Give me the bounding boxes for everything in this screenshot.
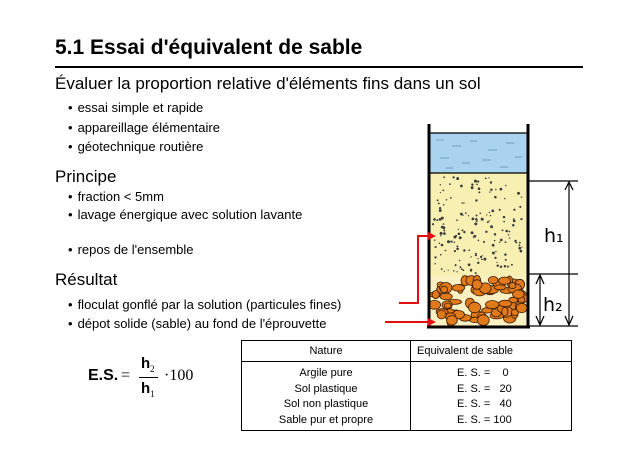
fine-particle — [485, 231, 487, 233]
fine-particle — [489, 220, 490, 221]
sand-grain — [440, 293, 452, 300]
fine-particle — [475, 199, 477, 201]
fine-particle — [450, 197, 452, 199]
fine-particle — [460, 213, 463, 216]
fine-particle — [513, 209, 515, 211]
fine-particle — [433, 218, 436, 221]
sand-grain — [499, 277, 511, 284]
sand-grain — [509, 283, 516, 289]
fine-particle — [505, 259, 507, 261]
fine-particle — [443, 223, 445, 225]
fine-particle — [460, 185, 463, 188]
fine-particle — [459, 236, 462, 239]
fine-particle — [459, 260, 460, 261]
fine-particle — [456, 177, 459, 180]
fine-particle — [456, 248, 459, 251]
fine-particle — [455, 264, 457, 266]
fine-particle — [494, 233, 496, 235]
fine-particle — [438, 202, 440, 204]
fine-particle — [479, 212, 481, 214]
fine-particle — [504, 253, 506, 255]
fine-particle — [492, 252, 495, 255]
fine-particle — [453, 270, 455, 272]
h2-label: h₂ — [543, 294, 563, 316]
fine-particle — [503, 221, 505, 223]
sand-grain — [494, 285, 506, 290]
fine-particle — [458, 229, 459, 230]
fine-particle — [454, 250, 456, 252]
red-arrows — [385, 236, 430, 322]
fine-particle — [483, 241, 485, 243]
fine-particle — [505, 241, 507, 243]
fine-particle — [459, 266, 461, 268]
fine-particle — [476, 183, 478, 185]
sand-grain — [477, 315, 489, 326]
fine-particle — [504, 198, 505, 199]
fine-particle — [477, 181, 479, 183]
fine-particle — [447, 240, 450, 243]
fine-particle — [437, 199, 439, 201]
fine-particle — [441, 217, 444, 220]
value-100: E. S. = 100 — [457, 413, 512, 426]
fine-particle — [481, 259, 483, 261]
principe-bullet-2: • lavage énergique avec solution lavante — [68, 207, 302, 222]
fine-particle — [462, 229, 464, 231]
principe-bullet-1: • fraction < 5mm — [68, 189, 164, 204]
fine-particle — [471, 186, 474, 189]
fine-particle — [434, 256, 436, 258]
fine-particle — [477, 262, 479, 264]
fine-particle — [434, 239, 436, 241]
fine-particle — [465, 212, 467, 214]
fine-particle — [489, 212, 490, 213]
sand-grain — [452, 285, 465, 292]
fine-particle — [444, 271, 445, 272]
fine-particle — [502, 229, 504, 231]
fine-particle — [463, 249, 465, 251]
sand-grain — [499, 300, 512, 306]
fine-particle — [463, 231, 465, 233]
fine-particle — [441, 268, 443, 270]
fine-particle — [450, 240, 452, 242]
fine-particle — [436, 219, 438, 221]
fine-particle — [495, 189, 496, 190]
fine-particle — [468, 263, 471, 266]
fine-particle — [478, 240, 480, 242]
fine-particle — [442, 190, 444, 192]
fine-particle — [445, 250, 447, 252]
fine-particle — [509, 231, 511, 233]
fine-particle — [522, 247, 523, 248]
fine-particle — [452, 176, 454, 178]
fine-particle — [440, 232, 443, 235]
fine-particle — [456, 245, 458, 247]
es-formula — [88, 355, 218, 405]
intro-bullet-2: • appareillage élémentaire — [68, 120, 220, 135]
fine-particle — [495, 251, 496, 252]
value-40: E. S. = 40 — [457, 398, 512, 410]
fine-particle — [519, 244, 521, 246]
fine-particle — [487, 221, 489, 223]
value-cell — [411, 362, 572, 431]
sand-grain — [513, 290, 525, 298]
intro-heading: Évaluer la proportion relative d'éléments fins dans un sol — [55, 74, 481, 93]
fine-particle — [443, 204, 445, 206]
fraction-bar — [139, 377, 158, 378]
fine-particle — [520, 250, 523, 253]
fine-particle — [453, 241, 455, 243]
fine-particle — [483, 258, 486, 261]
fine-particle — [478, 187, 481, 190]
fine-particle — [503, 216, 505, 218]
formula-denominator: $h_1$ — [141, 380, 155, 399]
water-layer — [430, 133, 527, 173]
fine-particle — [476, 220, 478, 222]
fine-particle — [471, 184, 473, 186]
fine-particle — [513, 218, 515, 220]
fine-particle — [443, 230, 445, 232]
fine-particle — [441, 244, 444, 247]
fine-particle — [496, 264, 498, 266]
header-nature: Nature — [242, 341, 411, 362]
fine-particle — [492, 244, 495, 247]
fine-particle — [448, 270, 449, 271]
fine-particle — [468, 215, 469, 216]
fine-particle — [441, 226, 444, 229]
fine-particle — [470, 256, 471, 257]
slide-title: 5.1 Essai d'équivalent de sable — [55, 36, 363, 59]
nature-argile: Argile pure — [299, 367, 353, 379]
fine-particle — [443, 232, 446, 235]
fine-particle — [496, 262, 497, 263]
fine-particle — [471, 231, 474, 234]
nature-sol-plastique: Sol plastique — [294, 382, 358, 395]
fine-particle — [456, 219, 458, 221]
fine-particle — [439, 207, 441, 209]
fine-particle — [515, 242, 517, 244]
principe-bullet-3: • repos de l'ensemble — [68, 242, 194, 257]
fine-particle — [472, 218, 475, 221]
intro-bullet-1: • essai simple et rapide — [68, 100, 203, 115]
sand-grain — [469, 302, 481, 313]
fine-particle — [521, 197, 522, 198]
fine-particle — [470, 270, 472, 272]
fine-particle — [440, 192, 441, 193]
fine-particle — [475, 253, 477, 255]
fine-particle — [439, 209, 442, 212]
table-header-row — [242, 341, 572, 362]
fine-particle — [490, 215, 491, 216]
fine-particle — [474, 222, 477, 225]
sand-grain — [437, 310, 446, 319]
h1-label: h₁ — [544, 225, 564, 247]
value-20: E. S. = 20 — [457, 382, 512, 395]
fine-particle — [507, 266, 509, 268]
table-body-row — [242, 362, 572, 431]
fine-particle — [505, 185, 506, 186]
fine-particle — [486, 214, 487, 215]
sand-grain — [447, 316, 458, 326]
fine-particle — [478, 191, 480, 193]
sand-grain — [441, 286, 448, 293]
fine-particle — [500, 266, 502, 268]
fine-particle — [476, 215, 478, 217]
fine-particle — [482, 255, 483, 256]
fine-particle — [489, 191, 490, 192]
fine-particle — [440, 184, 441, 185]
intro-bullet-3: • géotechnique routière — [68, 139, 203, 154]
fine-particle — [461, 202, 462, 203]
fine-particle — [494, 240, 496, 242]
fine-particle — [477, 258, 478, 259]
sand-grain — [472, 280, 482, 290]
fine-particle — [461, 268, 463, 270]
fine-particle — [439, 243, 441, 245]
fine-particle — [488, 177, 489, 178]
fine-particle — [500, 239, 503, 242]
fine-particle — [463, 269, 465, 271]
fine-particle — [505, 230, 508, 233]
fine-particle — [512, 224, 515, 227]
fine-particle — [434, 263, 435, 264]
nature-sol-non-plastique: Sol non plastique — [283, 398, 369, 410]
sand-grain — [488, 277, 498, 284]
fine-particle — [473, 236, 475, 238]
fine-particle — [520, 218, 522, 220]
sand-grain — [516, 303, 527, 312]
fine-particle — [490, 225, 493, 228]
header-equivalent: Equivalent de sable — [411, 341, 572, 362]
fine-particle — [475, 218, 478, 221]
fine-particle — [435, 246, 437, 248]
fine-particle — [494, 196, 497, 199]
formula-numerator: $h_2$ — [141, 355, 155, 374]
sand-grain — [502, 307, 508, 316]
fine-particle — [443, 176, 445, 178]
fine-particle — [519, 206, 521, 208]
sand-grain — [432, 291, 439, 299]
fine-particle — [490, 188, 492, 190]
fine-particle — [519, 242, 521, 244]
equivalence-table — [241, 340, 572, 431]
resultat-heading: Résultat — [55, 270, 118, 289]
fine-particle — [440, 235, 441, 236]
fine-particle — [508, 234, 510, 236]
fine-particle — [446, 199, 448, 201]
fine-particle — [499, 242, 500, 243]
fine-particle — [455, 235, 457, 237]
formula-multiplier: ·100 — [164, 367, 194, 384]
fine-particle — [517, 192, 520, 195]
fine-particle — [463, 202, 464, 203]
formula-lhs: E.S. — [88, 367, 119, 384]
fine-particle — [494, 257, 496, 259]
nature-cell — [242, 362, 411, 431]
formula-equals: = — [121, 367, 131, 384]
fine-particle — [468, 249, 470, 251]
fine-particle — [504, 265, 506, 267]
resultat-bullet-1: • floculat gonflé par la solution (particules fines) — [68, 297, 341, 312]
resultat-bullet-2: • dépot solide (sable) au fond de l'éprouvette — [68, 316, 327, 331]
principe-heading: Principe — [55, 167, 117, 186]
fine-particle — [490, 181, 492, 183]
fine-particle — [511, 264, 513, 266]
fine-particle — [432, 223, 434, 225]
fine-particle — [481, 218, 484, 221]
fine-particle — [458, 233, 461, 236]
fine-particle — [513, 220, 515, 222]
fine-particle — [456, 271, 457, 272]
sand-grain — [444, 303, 451, 308]
fine-particle — [485, 177, 487, 179]
sand-grain — [486, 301, 499, 309]
value-0: E. S. = 0 — [457, 367, 509, 379]
fine-particle — [509, 237, 510, 238]
fine-particle — [499, 209, 501, 211]
fine-particle — [462, 215, 463, 216]
fine-particle — [518, 247, 521, 250]
fine-particle — [475, 272, 477, 274]
fine-particle — [500, 188, 503, 191]
fine-particle — [474, 180, 477, 183]
fine-particle — [440, 254, 442, 256]
fine-particle — [491, 210, 494, 213]
fine-particle — [449, 183, 451, 185]
nature-sable-pur: Sable pur et propre — [278, 413, 374, 426]
